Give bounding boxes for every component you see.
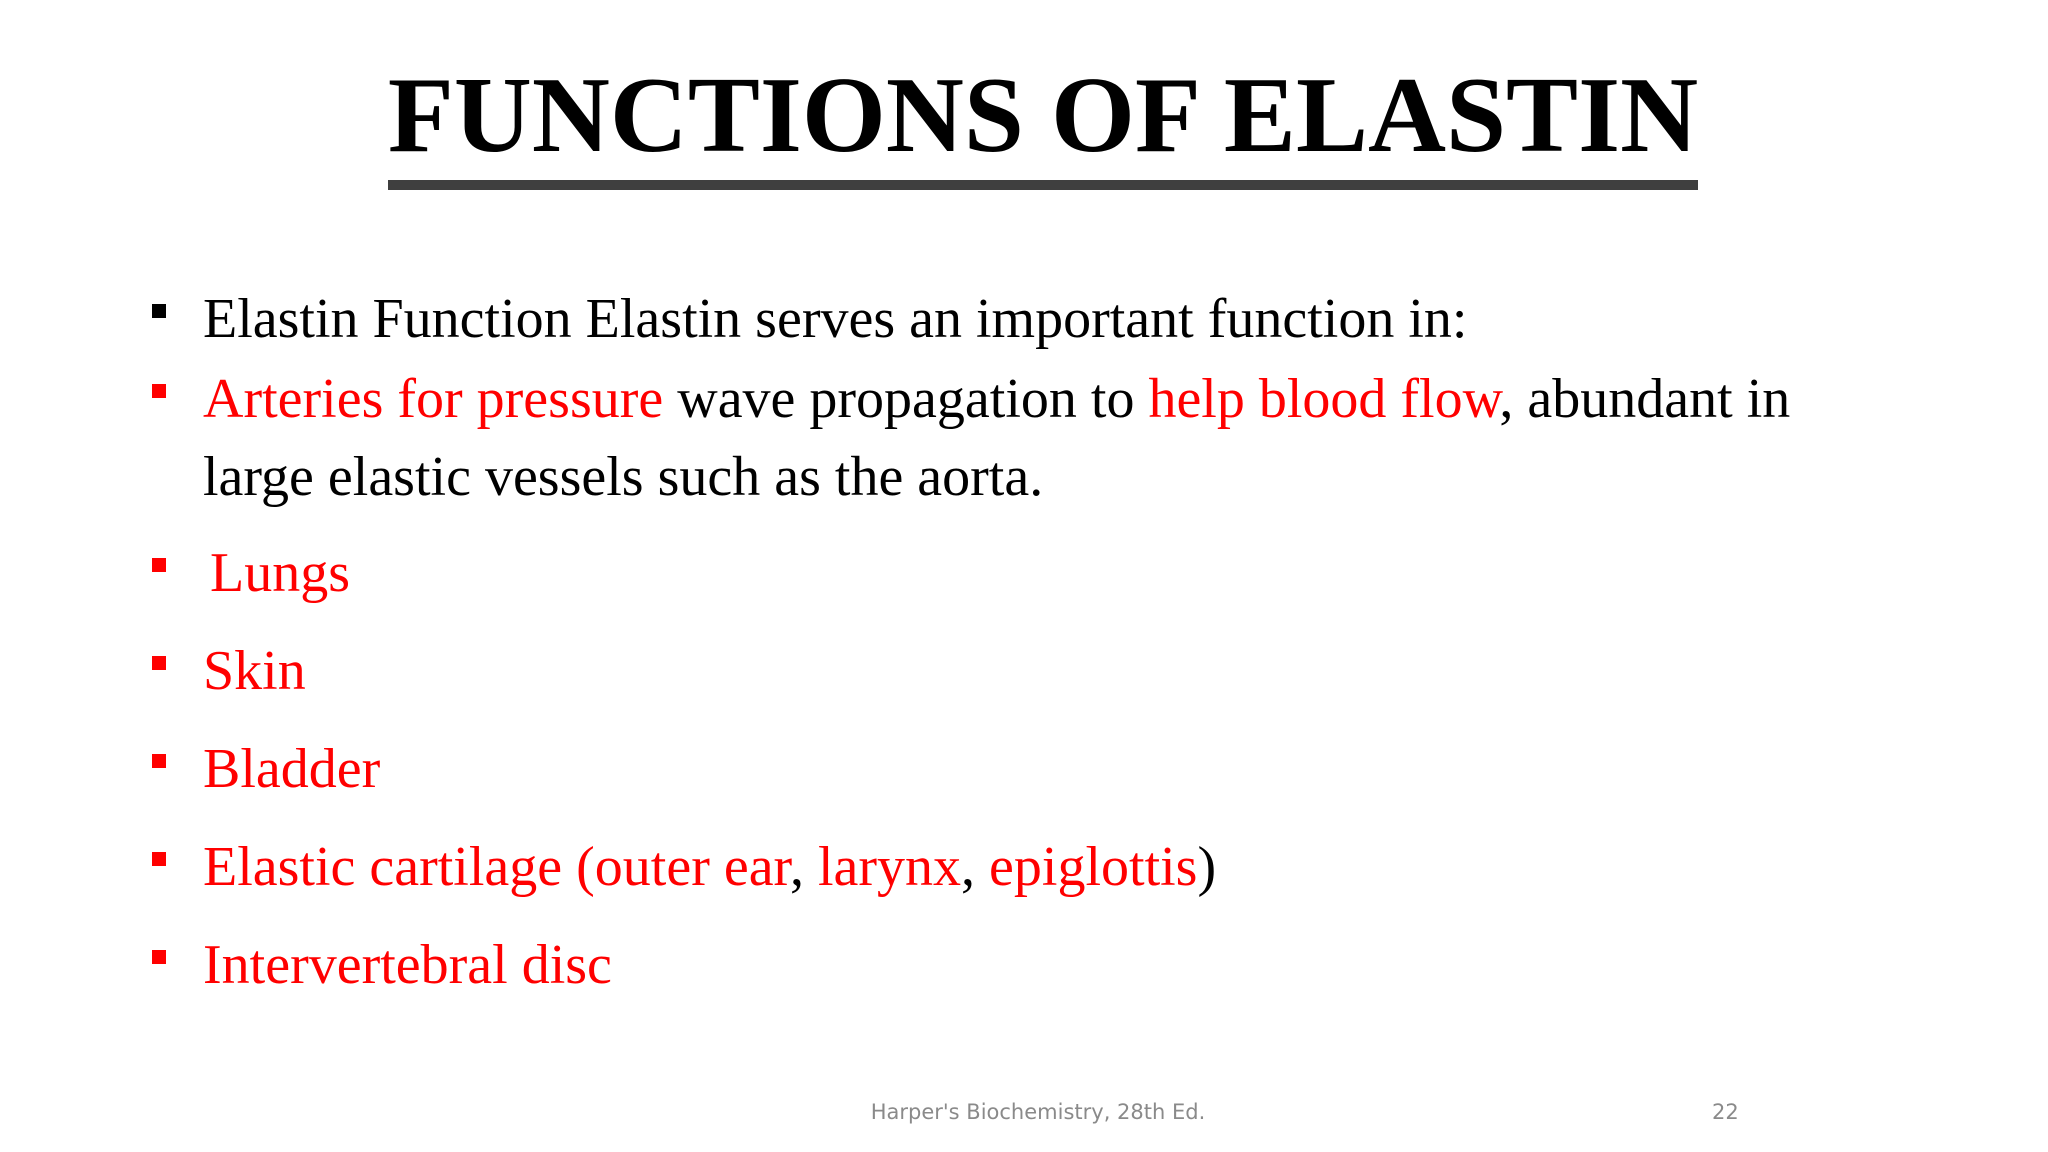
bullet-text-segment: larynx <box>817 836 962 898</box>
square-bullet-icon <box>152 384 166 398</box>
bullet-text: Elastin Function Elastin serves an important function in: <box>203 288 1468 350</box>
bullet-text: Intervertebral disc <box>203 934 612 996</box>
page-number: 22 <box>1712 1100 1739 1124</box>
bullet-item-disc <box>148 926 1908 1004</box>
square-bullet-icon <box>152 304 166 318</box>
bullet-item-cartilage <box>148 828 1908 906</box>
bullet-text: Bladder <box>203 738 381 800</box>
square-bullet-icon <box>152 950 166 964</box>
slide-title: FUNCTIONS OF ELASTIN <box>388 62 1698 190</box>
bullet-item-bladder <box>148 730 1908 808</box>
bullet-text-segment: , <box>789 836 818 898</box>
footer-source: Harper's Biochemistry, 28th Ed. <box>870 1100 1206 1124</box>
bullet-text-segment: , abundant in large elastic vessels such as the aorta. <box>203 368 1791 508</box>
bullet-text-segment: help blood flow <box>1148 368 1500 430</box>
square-bullet-icon <box>152 656 166 670</box>
bullet-item-skin <box>148 632 1908 710</box>
bullet-item-lungs <box>148 534 1908 612</box>
bullet-text-segment: Elastic cartilage (outer ear <box>203 836 790 898</box>
bullet-text-segment: ) <box>1197 836 1217 898</box>
title-container <box>0 56 2048 190</box>
bullet-text: Lungs <box>210 542 350 604</box>
bullet-text-segment: , <box>961 836 990 898</box>
square-bullet-icon <box>152 852 166 866</box>
bullet-text-segment: epiglottis <box>989 836 1198 898</box>
bullet-item-intro <box>148 280 1908 358</box>
square-bullet-icon <box>152 558 166 572</box>
bullet-item-arteries <box>148 360 1908 516</box>
bullet-list <box>148 280 1908 1004</box>
bullet-text-segment: wave propagation to <box>663 368 1149 430</box>
square-bullet-icon <box>152 754 166 768</box>
bullet-text-segment: Arteries for pressure <box>203 368 664 430</box>
bullet-text: Skin <box>203 640 306 702</box>
